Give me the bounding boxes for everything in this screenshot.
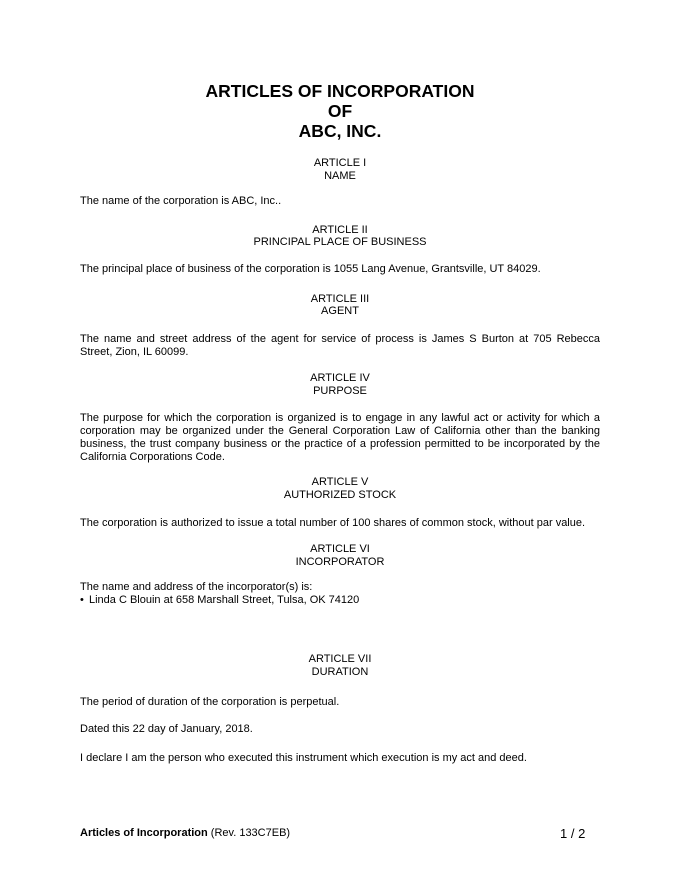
footer-doc-info [80,827,290,840]
article-2-name: PRINCIPAL PLACE OF BUSINESS [253,236,427,248]
article-6-number: ARTICLE VI [310,543,370,555]
article-3-body: The name and street address of the agent for service of process is James S Burton at 705 Rebecca Street, Zion, IL 60099. [80,333,600,358]
document-title-line-2: OF [327,101,353,121]
article-5-number: ARTICLE V [311,476,369,488]
document-title-line-3: ABC, INC. [298,121,382,141]
article-7-number: ARTICLE VII [308,653,372,665]
article-5-name: AUTHORIZED STOCK [283,489,397,501]
article-4-name: PURPOSE [313,385,367,397]
article-3-name: AGENT [321,305,359,317]
footer-doc-name: Articles of Incorporation [80,827,208,839]
footer-revision: (Rev. 133C7EB) [207,827,291,839]
article-2-number: ARTICLE II [312,224,368,236]
article-4-body: The purpose for which the corporation is organized is to engage in any lawful act or activity for which a corporation may be organized under the General Corporation Law of California other than the banking business, the trust company business or the practice of a profession permitted to be incorporated by the California Corporations Code. [80,412,600,463]
article-1-body: The name of the corporation is ABC, Inc.. [80,195,282,207]
article-1-name: NAME [324,170,356,182]
article-4-number: ARTICLE IV [310,372,370,384]
page-indicator: 1 / 2 [560,826,586,841]
article-3-number: ARTICLE III [310,293,370,305]
article-1-number: ARTICLE I [313,157,367,169]
article-7-name: DURATION [311,666,369,678]
declaration-line: I declare I am the person who executed this instrument which execution is my act and deed. [80,752,527,764]
article-6-name: INCORPORATOR [295,556,385,568]
incorporator-list-item: • Linda C Blouin at 658 Marshall Street, Tulsa, OK 74120 [80,594,600,607]
article-7-body: The period of duration of the corporation is perpetual. [80,696,340,708]
document-title-line-1: ARTICLES OF INCORPORATION [205,81,475,101]
dated-line: Dated this 22 day of January, 2018. [80,723,253,735]
article-6-body: The name and address of the incorporator(s) is: [80,581,313,593]
article-5-body: The corporation is authorized to issue a total number of 100 shares of common stock, without par value. [80,517,586,529]
incorporator-list [80,594,600,607]
article-2-body: The principal place of business of the corporation is 1055 Lang Avenue, Grantsville, UT 84029. [80,263,541,275]
